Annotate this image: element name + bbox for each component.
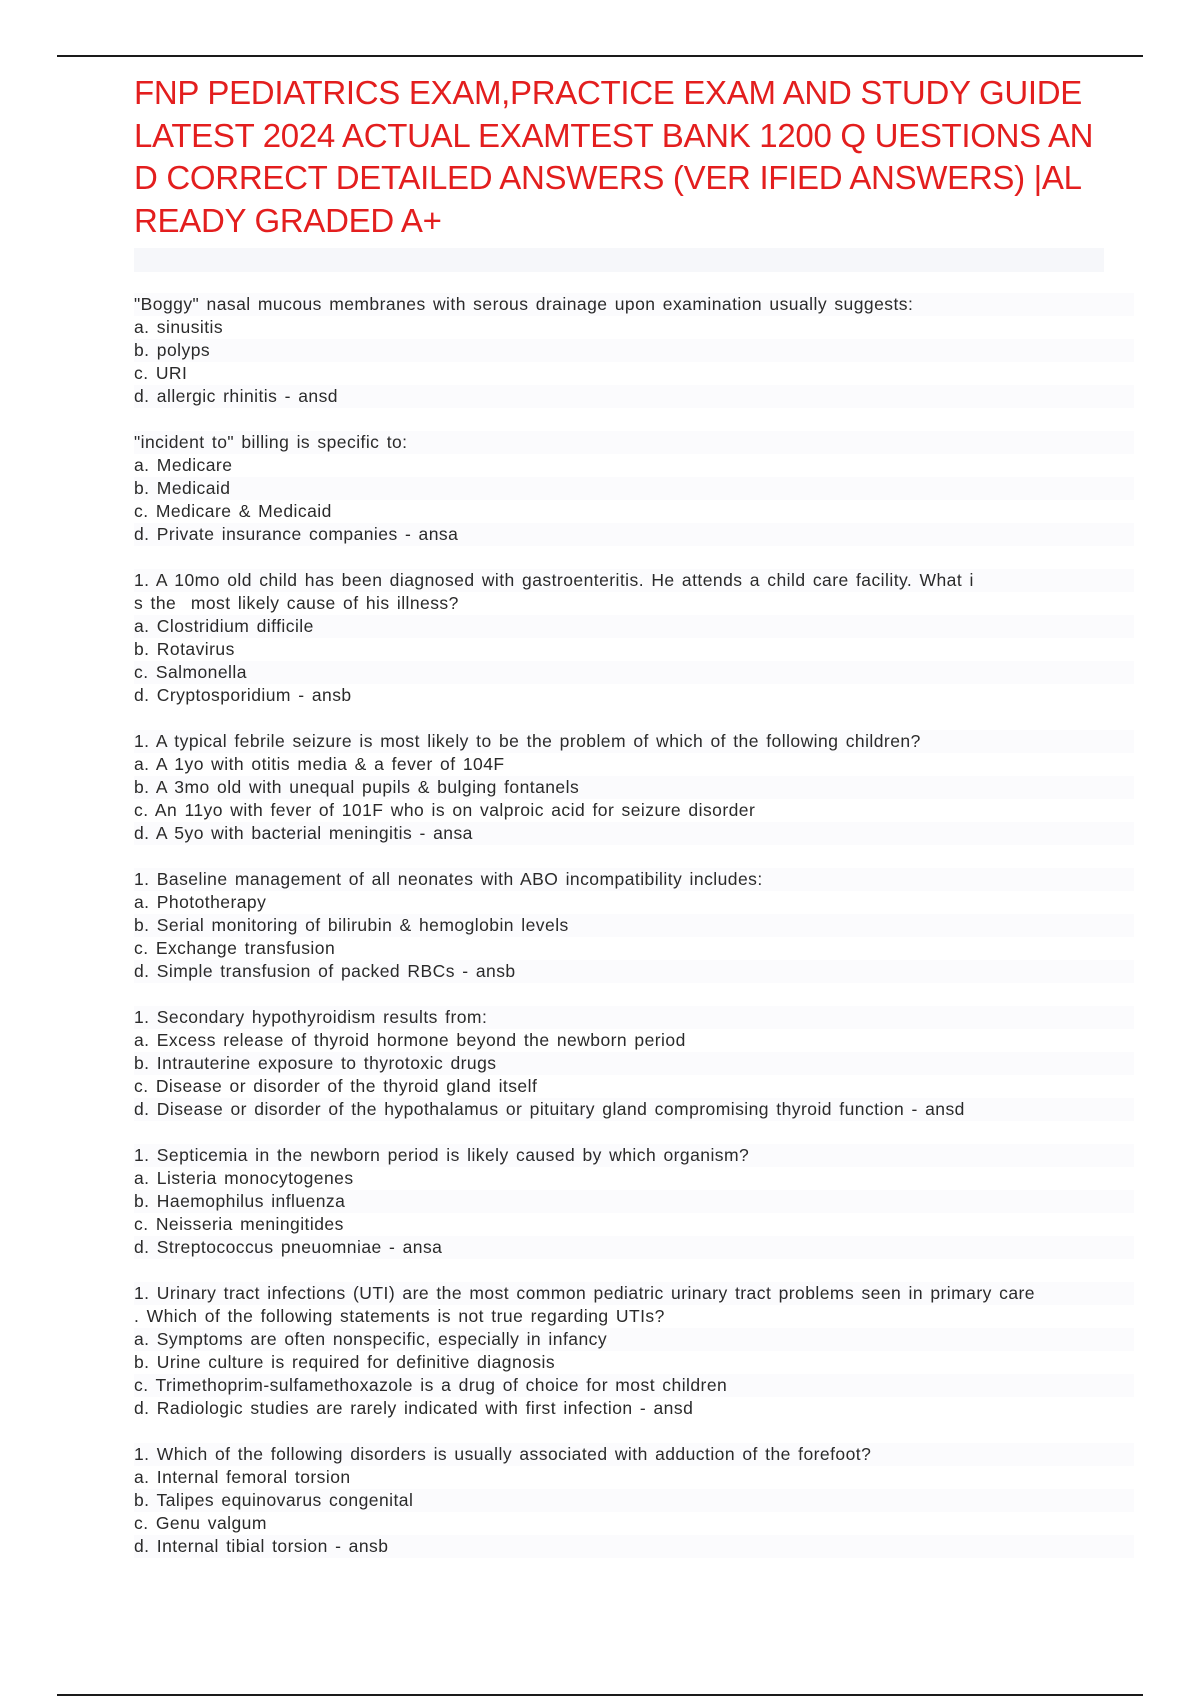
bottom-rule: [57, 1694, 1143, 1696]
question-line: a. sinusitis: [134, 317, 224, 337]
question-block: [134, 569, 1134, 707]
question-line: c. Genu valgum: [134, 1513, 267, 1533]
question-text: 1. Secondary hypothyroidism results from:: [134, 1006, 1134, 1029]
question-line: b. Urine culture is required for definitive diagnosis: [134, 1352, 556, 1372]
question-text: 1. Septicemia in the newborn period is likely caused by which organism?: [134, 1144, 1134, 1167]
question-line: b. Intrauterine exposure to thyrotoxic drugs: [134, 1052, 1134, 1075]
question-line: a. Clostridium difficile: [134, 615, 1134, 638]
title-underlay: [134, 248, 1104, 272]
question-block: [134, 1443, 1134, 1558]
question-line: a. Phototherapy: [134, 892, 267, 912]
question-line: c. Trimethoprim-sulfamethoxazole is a drug of choice for most children: [134, 1374, 1134, 1397]
question-line: b. Haemophilus influenza: [134, 1190, 1134, 1213]
question-block: [134, 431, 1134, 546]
question-text: 1. Which of the following disorders is usually associated with adduction of the forefoot?: [134, 1443, 1134, 1466]
question-line: d. A 5yo with bacterial meningitis - ansa: [134, 822, 1134, 845]
question-line: b. Medicaid: [134, 477, 1134, 500]
question-text: 1. Baseline management of all neonates with ABO incompatibility includes:: [134, 868, 1134, 891]
question-line: d. allergic rhinitis - ansd: [134, 385, 1134, 408]
question-line: a. Internal femoral torsion: [134, 1467, 351, 1487]
question-block: [134, 1282, 1134, 1420]
question-line: d. Disease or disorder of the hypothalamus or pituitary gland compromising thyroid function - ansd: [134, 1098, 1134, 1121]
question-line: d. Radiologic studies are rarely indicated with first infection - ansd: [134, 1398, 694, 1418]
question-block: [134, 868, 1134, 983]
question-line: c. URI: [134, 363, 188, 383]
question-line: c. Salmonella: [134, 661, 1134, 684]
question-line: a. Listeria monocytogenes: [134, 1168, 354, 1188]
question-line: c. Medicare & Medicaid: [134, 501, 332, 521]
question-block: [134, 1144, 1134, 1259]
question-line: c. Exchange transfusion: [134, 938, 336, 958]
question-text: "incident to" billing is specific to:: [134, 431, 1134, 454]
question-line: b. Serial monitoring of bilirubin & hemoglobin levels: [134, 914, 1134, 937]
question-line: b. A 3mo old with unequal pupils & bulging fontanels: [134, 776, 1134, 799]
question-block: [134, 730, 1134, 845]
question-line: d. Streptococcus pneuomniae - ansa: [134, 1236, 1134, 1259]
question-list: [134, 293, 1134, 1558]
question-text: 1. A 10mo old child has been diagnosed with gastroenteritis. He attends a child care facility. What i: [134, 569, 1134, 592]
question-text: 1. Urinary tract infections (UTI) are the most common pediatric urinary tract problems seen in primary care: [134, 1282, 1134, 1305]
question-block: [134, 293, 1134, 408]
question-text: "Boggy" nasal mucous membranes with serous drainage upon examination usually suggests:: [134, 293, 1134, 316]
question-line: a. Medicare: [134, 455, 233, 475]
question-line: d. Simple transfusion of packed RBCs - ansb: [134, 960, 1134, 983]
question-line: b. Talipes equinovarus congenital: [134, 1489, 1134, 1512]
question-line: b. polyps: [134, 339, 1134, 362]
question-block: [134, 1006, 1134, 1121]
question-line: a. A 1yo with otitis media & a fever of 104F: [134, 754, 505, 774]
question-line: d. Private insurance companies - ansa: [134, 523, 1134, 546]
question-text: 1. A typical febrile seizure is most likely to be the problem of which of the following children?: [134, 730, 1134, 753]
question-line: d. Cryptosporidium - ansb: [134, 685, 352, 705]
question-line: c. Neisseria meningitides: [134, 1214, 344, 1234]
question-line: . Which of the following statements is not true regarding UTIs?: [134, 1306, 665, 1326]
question-line: b. Rotavirus: [134, 639, 235, 659]
question-line: c. An 11yo with fever of 101F who is on valproic acid for seizure disorder: [134, 800, 756, 820]
question-line: a. Symptoms are often nonspecific, especially in infancy: [134, 1328, 1134, 1351]
question-line: s the most likely cause of his illness?: [134, 593, 459, 613]
question-line: a. Excess release of thyroid hormone beyond the newborn period: [134, 1030, 686, 1050]
document-body: [134, 72, 1134, 1581]
question-line: c. Disease or disorder of the thyroid gland itself: [134, 1076, 538, 1096]
question-line: d. Internal tibial torsion - ansb: [134, 1535, 1134, 1558]
document-title: FNP PEDIATRICS EXAM,PRACTICE EXAM AND STUDY GUIDE LATEST 2024 ACTUAL EXAMTEST BANK 1200 Q UESTIONS AND CORRECT DETAILED ANSWERS (VER IFIED ANSWERS) |ALREADY GRADED A+: [134, 74, 1094, 239]
top-rule: [57, 55, 1143, 57]
